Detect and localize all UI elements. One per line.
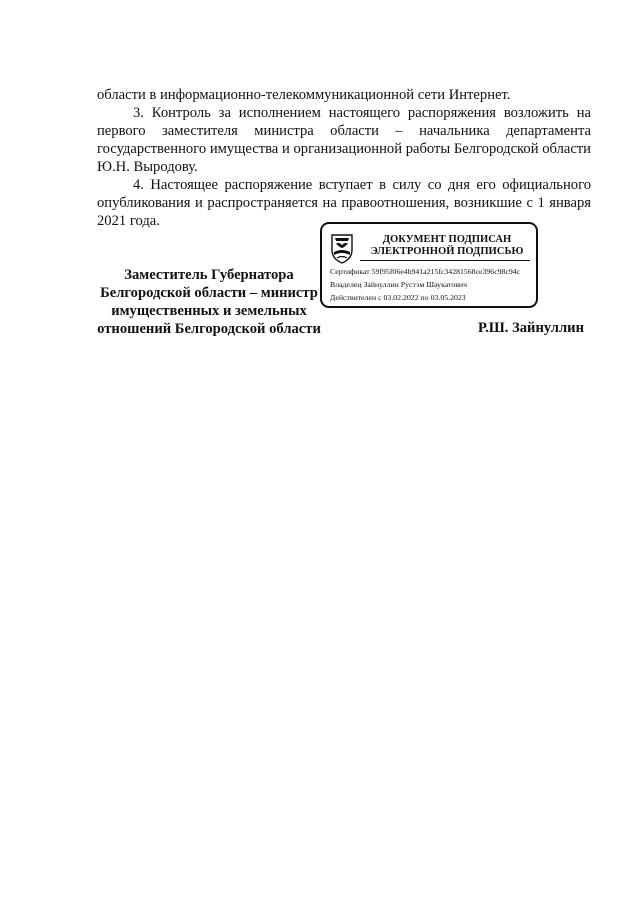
stamp-header-line: ДОКУМЕНТ ПОДПИСАН: [382, 234, 512, 245]
stamp-header: [362, 234, 532, 258]
stamp-header-line: ЭЛЕКТРОННОЙ ПОДПИСЬЮ: [370, 246, 524, 257]
paragraph-continuation: области в информационно-телекоммуникационной сети Интернет.: [97, 87, 511, 103]
signer-position-line: отношений Белгородской области: [97, 321, 321, 337]
paragraph-item-4: 4. Настоящее распоряжение вступает в силу со дня его официального опубликования и распространяется на правоотношения, возникшие с 1 января 2021 года.: [97, 177, 591, 229]
paragraph-item-3: 3. Контроль за исполнением настоящего распоряжения возложить на первого заместителя министра области – начальника департамента государственного имущества и организационной работы Белгородской области Ю.Н. Выродову.: [97, 105, 591, 175]
signer-name: Р.Ш. Зайнуллин: [478, 320, 585, 336]
coat-of-arms-icon: [330, 232, 354, 264]
stamp-validity: Действителен с 03.02.2022 по 03.05.2023: [330, 293, 466, 302]
signer-position-line: имущественных и земельных: [111, 303, 307, 319]
electronic-signature-stamp: [320, 222, 538, 308]
signer-position-line: Белгородской области – министр: [100, 285, 318, 301]
stamp-divider: [360, 260, 530, 261]
signer-position: [94, 266, 324, 338]
signer-position-line: Заместитель Губернатора: [124, 267, 294, 283]
stamp-certificate: Сертификат 59f95f06e4b941a215fc34281568ce396c98c94c: [330, 267, 521, 276]
document-body: [97, 86, 591, 230]
stamp-owner: Владелец Зайнуллин Рустэм Шаукатович: [330, 280, 467, 289]
